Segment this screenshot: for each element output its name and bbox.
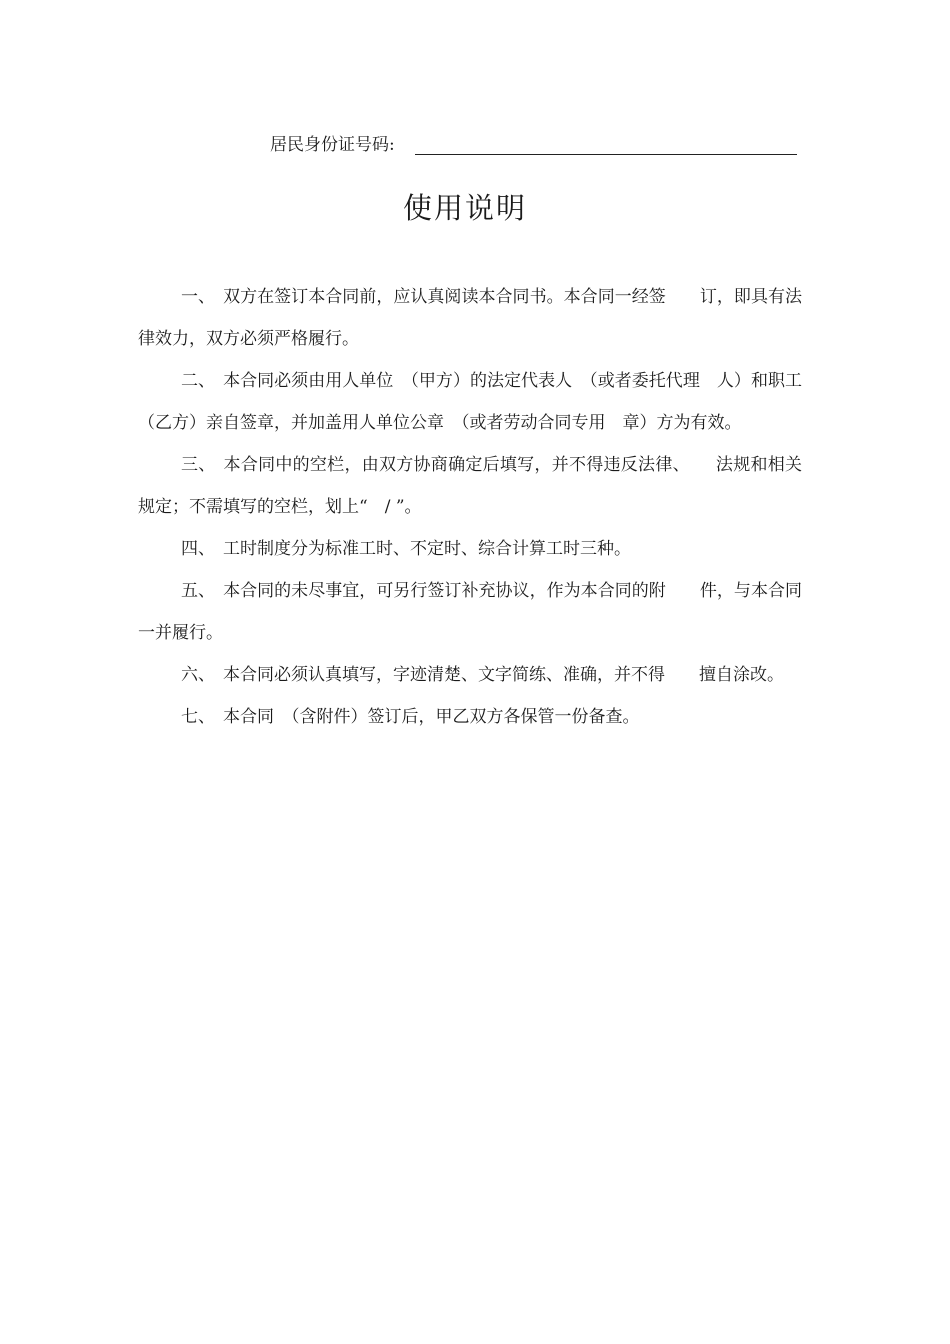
item-number: 一、 bbox=[181, 287, 216, 307]
instruction-item-4 bbox=[138, 528, 802, 570]
instruction-item-3 bbox=[138, 444, 802, 528]
item-number: 二、 bbox=[181, 371, 216, 391]
item-text: 本合同的未尽事宜，可另行签订补充协议，作为本合同的附 件，与本合同一并履行。 bbox=[138, 581, 803, 643]
item-number: 六、 bbox=[181, 665, 215, 685]
item-text: 本合同必须认真填写，字迹清楚、文字简练、准确，并不得 擅自涂改。 bbox=[223, 665, 784, 685]
item-number: 五、 bbox=[181, 581, 216, 601]
instruction-item-5 bbox=[138, 570, 802, 654]
item-text: 本合同中的空栏，由双方协商确定后填写，并不得违反法律、 法规和相关规定；不需填写的空栏，划上“ / ”。 bbox=[138, 455, 803, 517]
id-number-label: 居民身份证号码: bbox=[270, 135, 395, 155]
instruction-item-2 bbox=[138, 360, 802, 444]
instructions-body bbox=[138, 276, 802, 738]
instruction-item-1 bbox=[138, 276, 802, 360]
instruction-item-6 bbox=[138, 654, 802, 696]
item-text: 本合同 （含附件）签订后，甲乙双方各保管一份备查。 bbox=[223, 707, 640, 727]
item-number: 七、 bbox=[181, 707, 215, 727]
item-number: 四、 bbox=[181, 539, 215, 559]
document-title: 使用说明 bbox=[402, 191, 527, 225]
id-number-field bbox=[270, 130, 797, 155]
item-number: 三、 bbox=[181, 455, 216, 475]
item-text: 本合同必须由用人单位 （甲方）的法定代表人 （或者委托代理 人）和职工（乙方）亲自签章，并加盖用人单位公章 （或者劳动合同专用 章）方为有效。 bbox=[138, 371, 803, 433]
id-number-blank-line bbox=[415, 134, 797, 155]
item-text: 工时制度分为标准工时、不定时、综合计算工时三种。 bbox=[223, 539, 631, 559]
item-text: 双方在签订本合同前，应认真阅读本合同书。本合同一经签 订，即具有法律效力，双方必须严格履行。 bbox=[138, 287, 803, 349]
instruction-item-7 bbox=[138, 696, 802, 738]
